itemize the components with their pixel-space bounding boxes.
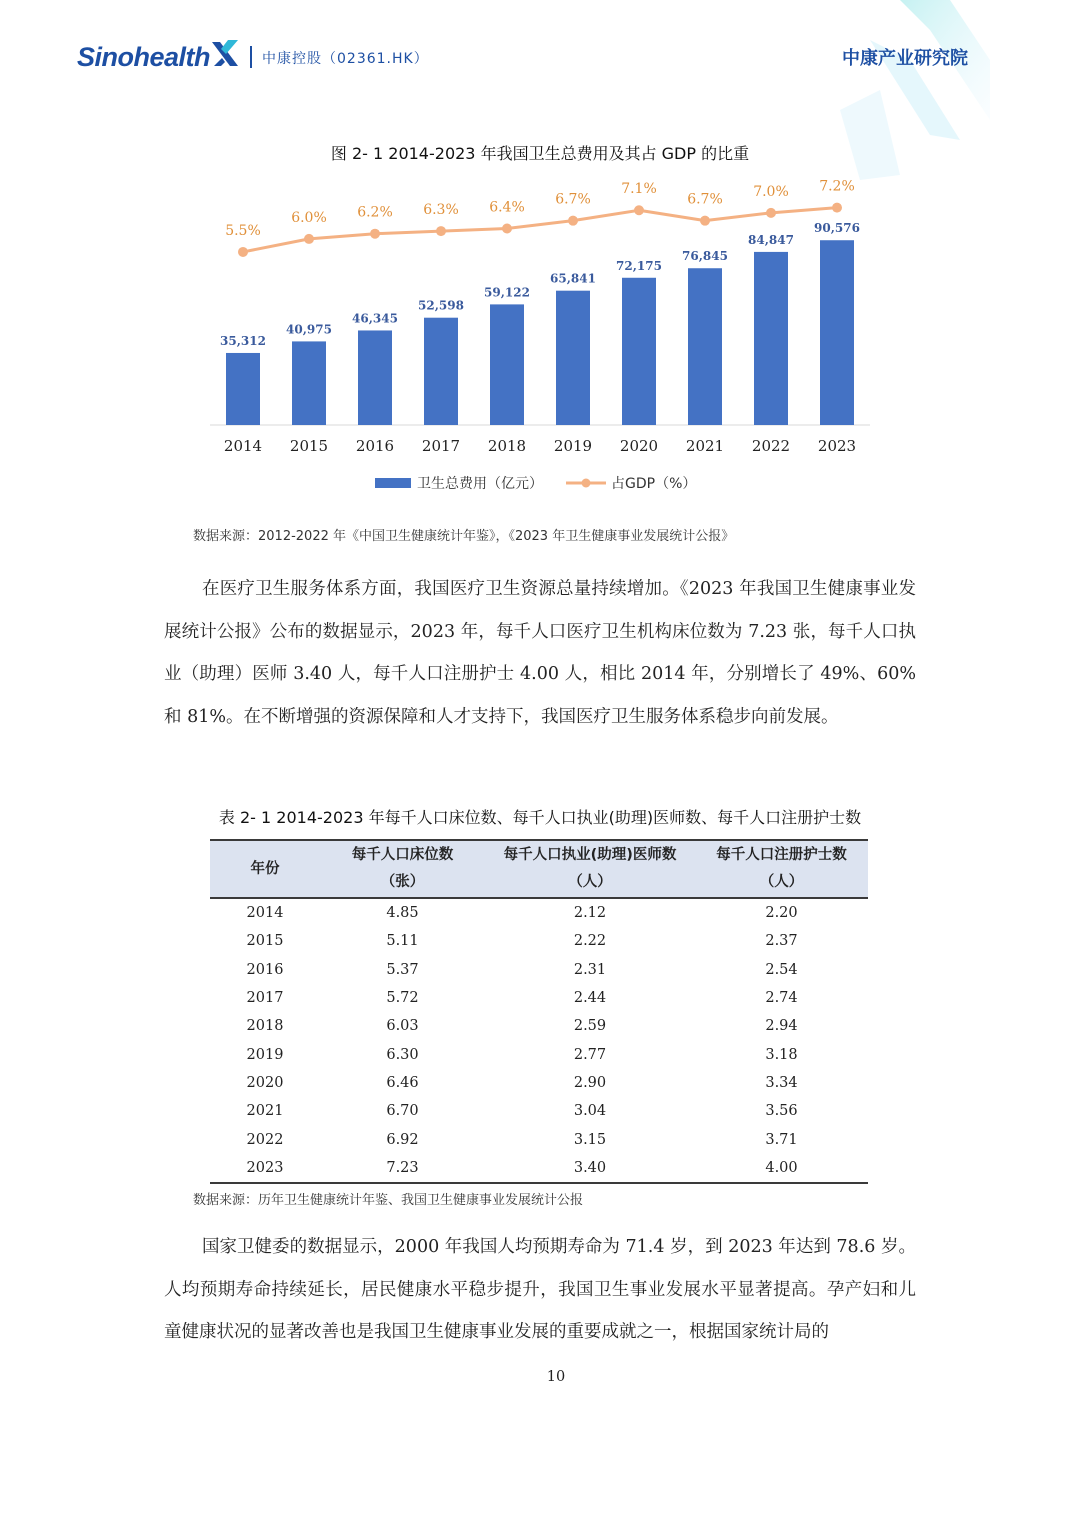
- legend-line-label: 占GDP（%）: [611, 476, 697, 492]
- chart-svg: [190, 170, 890, 510]
- gdp-label-2014: 5.5%: [225, 222, 261, 239]
- table-row: 2020 6.46 2.90 3.34: [246, 1074, 798, 1091]
- header-doctors: 每千人口执业(助理)医师数 （人）: [485, 840, 695, 898]
- table-row: 2022 6.92 3.15 3.71: [246, 1131, 798, 1148]
- header-nurses: 每千人口注册护士数 （人）: [695, 840, 868, 898]
- table-header-row: [210, 840, 868, 898]
- gdp-label-2016: 6.2%: [357, 204, 393, 221]
- header-beds: 每千人口床位数 （张）: [320, 840, 485, 898]
- bar-label-2017: 52,598: [418, 298, 464, 313]
- figure-source: 数据来源：2012-2022 年《中国卫生健康统计年鉴》，《2023 年卫生健康事业发展统计公报》: [193, 529, 735, 544]
- table-row: 2023 7.23 3.40 4.00: [210, 1154, 868, 1183]
- table-row: 2018 6.03 2.59 2.94: [246, 1018, 798, 1035]
- gdp-point-2014: [238, 247, 248, 257]
- gdp-label-2017: 6.3%: [423, 202, 459, 219]
- legend-bar-label: 卫生总费用（亿元）: [417, 476, 543, 492]
- per-thousand-table: [210, 839, 868, 1184]
- bar-label-2019: 65,841: [550, 271, 596, 286]
- gdp-label-2019: 6.7%: [555, 191, 591, 208]
- table-title: 表 2- 1 2014-2023 年每千人口床位数、每千人口执业(助理)医师数、每千人口注册护士数: [218, 808, 862, 827]
- table-row: 2017 5.72 2.44 2.74: [246, 990, 798, 1007]
- x-tick-2016: 2016: [355, 437, 395, 455]
- table-row: 2016 5.37 2.31 2.54: [246, 961, 798, 978]
- gdp-label-2018: 6.4%: [489, 199, 525, 216]
- x-tick-2023: 2023: [817, 437, 857, 455]
- header-year: 年份: [210, 840, 320, 898]
- company-code: 中康控股（02361.HK）: [262, 51, 429, 67]
- bar-label-2015: 40,975: [286, 322, 332, 337]
- logo-divider: [250, 46, 252, 68]
- bar-2018: [490, 304, 524, 425]
- gdp-point-2016: [370, 229, 380, 239]
- table-row: 2019 6.30 2.77 3.18: [246, 1046, 798, 1063]
- gdp-label-2022: 7.0%: [753, 183, 789, 200]
- institute-name: 中康产业研究院: [842, 48, 968, 69]
- bar-2019: [556, 291, 590, 425]
- bar-label-2022: 84,847: [748, 232, 794, 247]
- bar-2017: [424, 318, 458, 425]
- table-row: 2015 5.11 2.22 2.37: [246, 933, 798, 950]
- bar-2020: [622, 278, 656, 425]
- page-number: 10: [546, 1369, 566, 1385]
- x-tick-2018: 2018: [487, 437, 527, 455]
- logo-x-mark-icon: [210, 38, 240, 70]
- legend-bar-swatch: [375, 478, 411, 488]
- x-tick-2014: 2014: [223, 437, 263, 455]
- paragraph-life-expectancy: 国家卫健委的数据显示，2000 年我国人均预期寿命为 71.4 岁，到 2023 年达到 78.6 岁。人均预期寿命持续延长，居民健康水平稳步提升，我国卫生事业发展水平显著提高。孕产妇和儿童健康状况的显著改善也是我国卫生健康事业发展的重要成就之一，根据国家统计局的: [164, 1237, 916, 1342]
- bar-2014: [226, 353, 260, 425]
- page-header: [0, 0, 1080, 140]
- gdp-point-2022: [766, 208, 776, 218]
- bar-label-2016: 46,345: [352, 311, 398, 326]
- figure-title: 图 2- 1 2014-2023 年我国卫生总费用及其占 GDP 的比重: [330, 144, 750, 163]
- table-row: 2021 6.70 3.04 3.56: [246, 1103, 798, 1120]
- x-tick-2022: 2022: [751, 437, 791, 455]
- gdp-label-2021: 6.7%: [687, 191, 723, 208]
- gdp-point-2021: [700, 216, 710, 226]
- bar-label-2020: 72,175: [616, 258, 662, 273]
- bar-label-2021: 76,845: [682, 249, 728, 264]
- sinohealth-logo: Sinohealth: [77, 42, 211, 72]
- gdp-label-2023: 7.2%: [819, 178, 855, 195]
- gdp-point-2019: [568, 216, 578, 226]
- x-tick-2020: 2020: [619, 437, 659, 455]
- gdp-point-2018: [502, 223, 512, 233]
- x-tick-2021: 2021: [685, 437, 725, 455]
- bar-label-2018: 59,122: [484, 285, 530, 300]
- gdp-point-2017: [436, 226, 446, 236]
- legend-line-marker: [582, 479, 591, 488]
- x-tick-2015: 2015: [289, 437, 329, 455]
- bar-label-2014: 35,312: [220, 333, 266, 348]
- gdp-label-2015: 6.0%: [291, 209, 327, 226]
- table-row: 2014 4.85 2.12 2.20: [246, 905, 798, 922]
- gdp-point-2020: [634, 205, 644, 215]
- bar-2021: [688, 268, 722, 425]
- bar-2016: [358, 330, 392, 425]
- paragraph-medical-system: 在医疗卫生服务体系方面，我国医疗卫生资源总量持续增加。《2023 年我国卫生健康事业发展统计公报》公布的数据显示，2023 年，每千人口医疗卫生机构床位数为 7.23 张，每千人口执业（助理）医师 3.40 人，每千人口注册护士 4.00 人，相比 2014 年，分别增长了 49%、60%和 81%。在不断增强的资源保障和人才支持下，我国医疗卫生服务体系稳步向前发展。: [164, 579, 916, 727]
- x-tick-2019: 2019: [553, 437, 593, 455]
- bar-2022: [754, 252, 788, 425]
- bar-2015: [292, 341, 326, 425]
- table-source: 数据来源：历年卫生健康统计年鉴、我国卫生健康事业发展统计公报: [193, 1193, 584, 1208]
- health-expenditure-chart: [190, 170, 890, 510]
- gdp-point-2023: [832, 203, 842, 213]
- gdp-label-2020: 7.1%: [621, 181, 657, 198]
- bar-label-2023: 90,576: [814, 221, 860, 236]
- bar-2023: [820, 240, 854, 425]
- gdp-point-2015: [304, 234, 314, 244]
- x-tick-2017: 2017: [421, 437, 461, 455]
